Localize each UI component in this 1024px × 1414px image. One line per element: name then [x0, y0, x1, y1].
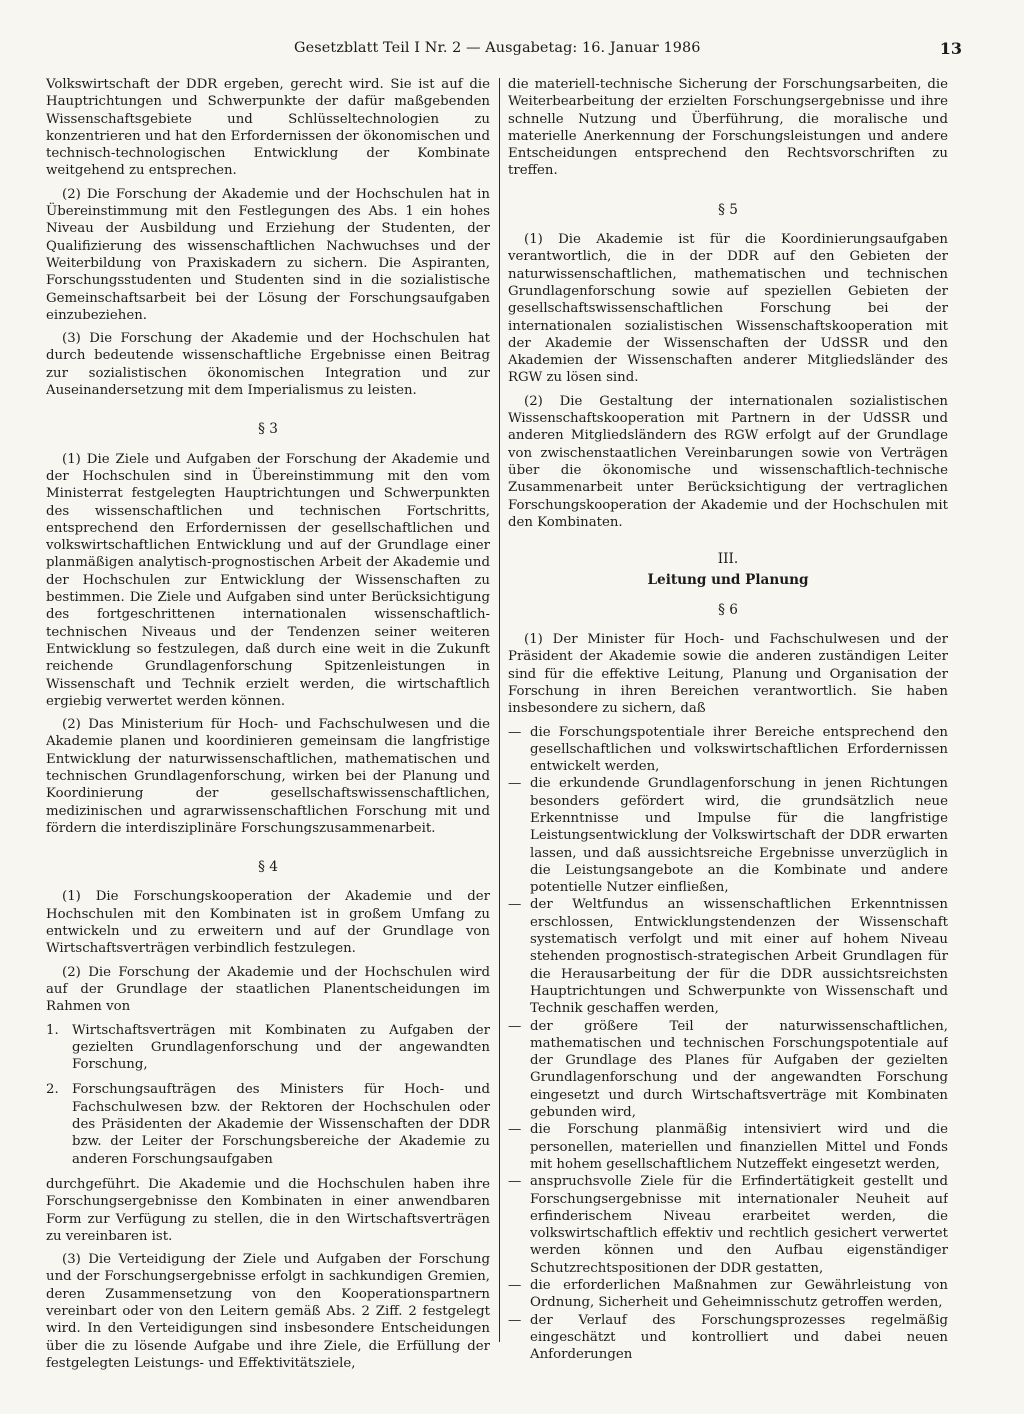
section-3-heading: § 3	[258, 421, 278, 438]
list-dash: —	[508, 1018, 522, 1034]
list-item-text: die erforderlichen Maßnahmen zur Gewährleistung von Ordnung, Sicherheit und Geheimnisschutz getroffen werden,	[530, 1278, 948, 1311]
paragraph-4-1: (1) Die Forschungskooperation der Akademie und der Hochschulen mit den Kombinaten ist in großem Umfang zu entwickeln und zu erweitern und auf der Grundlage von Wirtschaftsverträgen verbindlich festzulegen.	[46, 889, 490, 957]
list-item-text: Wirtschaftsverträgen mit Kombinaten zu Aufgaben der gezielten Grundlagenforschung und der angewandten Forschung,	[72, 1022, 490, 1073]
chapter-number: III.	[717, 551, 739, 568]
list-item-text: der Verlauf des Forschungsprozesses regelmäßig eingeschätzt und kontrolliert und dabei neuen Anforderungen	[530, 1312, 948, 1363]
paragraph-6-1: (1) Der Minister für Hoch- und Fachschulwesen und der Präsident der Akademie sowie die anderen zuständigen Leiter sind für die effektive Leitung, Planung und Organisation der Forschung in ihren Bereichen verantwortlich. Sie haben insbesondere zu sichern, daß	[508, 632, 948, 717]
list-item	[508, 1312, 948, 1364]
list-item	[46, 1022, 490, 1074]
list-dash: —	[508, 1312, 522, 1328]
paragraph-2-3: (3) Die Forschung der Akademie und der Hochschulen hat durch bedeutende wissenschaftliche Ergebnisse einen Beitrag zur sozialistischen ökonomischen Integration und zur Auseinandersetzung mit dem Imperialismus zu leisten.	[46, 331, 490, 399]
left-column	[46, 76, 490, 1376]
paragraph-3-1: (1) Die Ziele und Aufgaben der Forschung der Akademie und der Hochschulen sind in Übereinstimmung mit den vom Ministerrat festgelegten Hauptrichtungen und Schwerpunkten des wissenschaftlichen und technischen Fortschritts, entsprechend den Erfordernissen der gesellschaftlichen und volkswirtschaftlichen Entwicklung und auf der Grundlage einer planmäßigen analytisch-prognostischen Arbeit der Akademie und der Hochschulen zur Entwicklung der Wissenschaften zu bestimmen. Die Ziele und Aufgaben sind unter Berücksichtigung des fortgeschrittenen internationalen wissenschaftlich-technischen Niveaus und der Tendenzen seiner weiteren Entwicklung so festzulegen, daß durch eine weit in die Zukunft reichende Grundlagenforschung Spitzenleistungen in Wissenschaft und Technik erzielt werden, die wirtschaftlich ergiebig verwertet werden können.	[46, 451, 490, 709]
list-item-text: der Weltfundus an wissenschaftlichen Erkenntnissen erschlossen, Entwicklungstendenzen der Wissenschaft systematisch verfolgt und mit einer auf hohem Niveau stehenden prognostisch-strategischen Arbeit Grundlagen für die Herausarbeitung der für die DDR aussichtsreichsten Hauptrichtungen und Schwerpunkte von Wissenschaft und Technik geschaffen werden,	[530, 897, 948, 1017]
list-item	[508, 1121, 948, 1173]
list-item-text: die Forschung planmäßig intensiviert wird und die personellen, materiellen und finanziellen Mittel und Fonds mit hohem gesellschaftlichem Nutzeffekt eingesetzt werden,	[530, 1122, 948, 1172]
paragraph-5-1: (1) Die Akademie ist für die Koordinierungsaufgaben verantwortlich, die in der DDR auf den Gebieten der naturwissenschaftlichen, mathematischen und technischen Grundlagenforschung sowie auf speziellen Gebieten der gesellschaftswissenschaftlichen Forschung bei der internationalen sozialistischen Wissenschaftskooperation mit der Akademie der Wissenschaften der UdSSR und den Akademien der Wissenschaften anderer Mitgliedsländer des RGW zu lösen sind.	[508, 232, 948, 386]
paragraph-4-2-continued: durchgeführt. Die Akademie und die Hochschulen haben ihre Forschungsergebnisse den Kombinaten in einer anwendbaren Form zur Verfügung zu stellen, die in den Wirtschaftsverträgen zu vereinbaren ist.	[46, 1176, 490, 1244]
list-item-number: 2.	[46, 1082, 59, 1098]
list-item	[508, 1018, 948, 1122]
list-item-text: der größere Teil der naturwissenschaftlichen, mathematischen und technischen Forschungspotentiale auf der Grundlage des Planes für Aufgaben der gezielten Grundlagenforschung und der angewandten Forschung eingesetzt und durch Wirtschaftsverträge mit Kombinaten gebunden wird,	[530, 1018, 948, 1121]
list-dash: —	[508, 897, 522, 913]
paragraph-3-2: (2) Das Ministerium für Hoch- und Fachschulwesen und die Akademie planen und koordinieren gemeinsam die langfristige Entwicklung der naturwissenschaftlichen, mathematischen und technischen Grundlagenforschung, wirken bei der Planung und Koordinierung der gesellschaftswissenschaftlichen, medizinischen und agrarwissenschaftlichen Forschung mit und fördern die interdisziplinäre Forschungszusammenarbeit.	[46, 717, 490, 836]
page-header	[42, 40, 962, 66]
paragraph-2-2: (2) Die Forschung der Akademie und der Hochschulen hat in Übereinstimmung mit den Festlegungen des Abs. 1 ein hohes Niveau der Ausbildung und Erziehung der Studenten, der Qualifizierung des wissenschaftlichen Nachwuchses und der Weiterbildung von Praxiskadern zu sichern. Die Aspiranten, Forschungsstudenten und Studenten sind in die sozialistische Gemeinschaftsarbeit bei der Lösung der Forschungsaufgaben einzubeziehen.	[46, 186, 490, 323]
list-item	[508, 1277, 948, 1312]
list-item-number: 1.	[46, 1022, 59, 1038]
list-item	[508, 896, 948, 1017]
list-item	[46, 1081, 490, 1167]
section-5-heading: § 5	[718, 201, 738, 218]
paragraph-continued: die materiell-technische Sicherung der Forschungsarbeiten, die Weiterbearbeitung der erzielten Forschungsergebnisse und ihre schnelle Nutzung und Überführung, die moralische und materielle Anerkennung der Forschungsleistungen und andere Entscheidungen entsprechend den Rechtsvorschriften zu treffen.	[508, 77, 948, 179]
list-dash: —	[508, 724, 522, 740]
chapter-title: Leitung und Planung	[647, 572, 809, 589]
page-number: 13	[939, 39, 962, 58]
paragraph-intro: Volkswirtschaft der DDR ergeben, gerecht wird. Sie ist auf die Hauptrichtungen und Schwerpunkte der dafür maßgebenden Wissenschaftsgebiete und Schlüsseltechnologien zu konzentrieren und hat den Erfordernissen der ökonomischen und technisch-technologischen Entwicklung der Kombinate weitgehend zu entsprechen.	[46, 77, 490, 179]
list-item	[508, 1173, 948, 1277]
list-dash: —	[508, 1278, 522, 1293]
right-column	[508, 76, 948, 1376]
list-item-text: die erkundende Grundlagenforschung in jenen Richtungen besonders gefördert wird, die grundsätzlich neue Erkenntnisse und Impulse für die langfristige Leistungsentwicklung der Volkswirtschaft der DDR erwarten lassen, und daß aussichtsreiche Ergebnisse unverzüglich in die Leistungsangebote an die Kombinate und andere potentielle Nutzer einfließen,	[530, 776, 948, 896]
list-dash: —	[508, 1122, 522, 1138]
list-dash: —	[508, 1174, 522, 1190]
list-item	[508, 724, 948, 776]
list-item-text: Forschungsaufträgen des Ministers für Hoch- und Fachschulwesen bzw. der Rektoren der Hochschulen oder des Präsidenten der Akademie der Wissenschaften der DDR bzw. der Leiter der Forschungsbereiche der Akademie zu anderen Forschungsaufgaben	[72, 1082, 490, 1167]
dash-list	[508, 724, 948, 1364]
list-item	[508, 775, 948, 896]
section-6-heading: § 6	[718, 601, 738, 618]
list-dash: —	[508, 776, 522, 792]
list-item-text: anspruchsvolle Ziele für die Erfindertätigkeit gestellt und Forschungsergebnisse mit internationaler Neuheit auf erfinderischem Niveau erarbeitet werden, die volkswirtschaftlich effektiv und rechtlich gesichert verwertet werden können und den Aufbau eigenständiger Schutzrechtspositionen der DDR gestatten,	[530, 1174, 948, 1276]
header-title: Gesetzblatt Teil I Nr. 2 — Ausgabetag: 16. Januar 1986	[294, 40, 701, 56]
paragraph-5-2: (2) Die Gestaltung der internationalen sozialistischen Wissenschaftskooperation mit Partnern in der UdSSR und anderen Mitgliedsländern des RGW erfolgt auf der Grundlage von zwischenstaatlichen Vereinbarungen sowie von Verträgen über die ökonomische und wissenschaftlich-technische Zusammenarbeit unter Berücksichtigung der vertraglichen Forschungskooperation der Akademie und der Hochschulen mit den Kombinaten.	[508, 393, 948, 530]
column-divider	[499, 78, 500, 1342]
section-4-heading: § 4	[258, 859, 278, 876]
paragraph-4-2: (2) Die Forschung der Akademie und der Hochschulen wird auf der Grundlage der staatlichen Planentscheidungen im Rahmen von	[46, 964, 490, 1015]
list-item-text: die Forschungspotentiale ihrer Bereiche entsprechend den gesellschaftlichen und volkswirtschaftlichen Erfordernissen entwickelt werden,	[530, 724, 948, 775]
paragraph-4-3: (3) Die Verteidigung der Ziele und Aufgaben der Forschung und der Forschungsergebnisse erfolgt in sachkundigen Gremien, deren Zusammensetzung von den Kooperationspartnern vereinbart oder von den Leitern gemäß Abs. 2 Ziff. 2 festgelegt wird. In den Verteidigungen sind insbesondere Entscheidungen über die zu lösende Aufgabe und ihre Ziele, die Erfüllung der festgelegten Leistungs- und Effektivitätsziele,	[46, 1252, 490, 1371]
numbered-list	[46, 1022, 490, 1168]
